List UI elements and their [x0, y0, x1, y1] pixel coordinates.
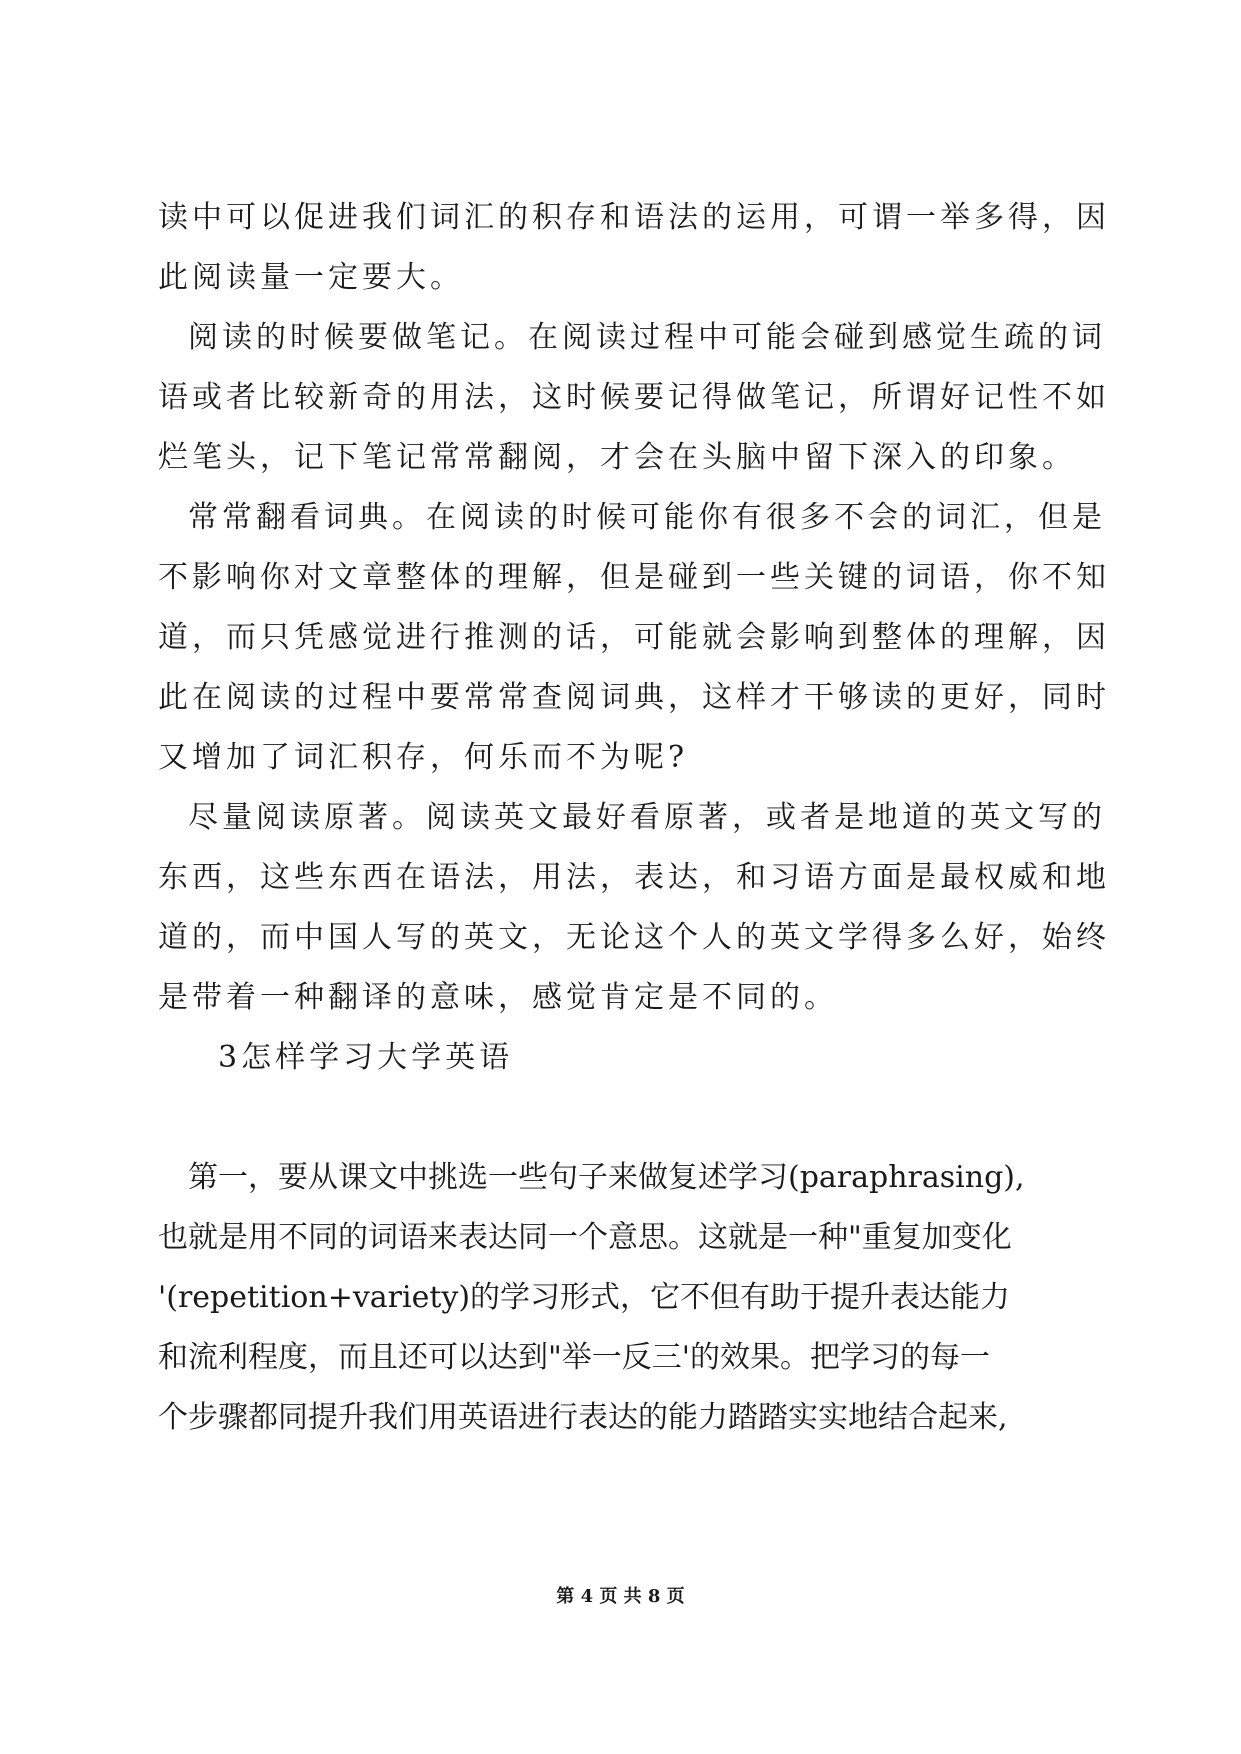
text-line: '(repetition+variety)的学习形式，它不但有助于提升表达能力	[158, 1280, 1011, 1315]
paragraph-dictionary	[158, 488, 1110, 788]
text-line: 道，而只凭感觉进行推测的话，可能就会影响到整体的理解，因	[158, 620, 1110, 655]
text-line: 不影响你对文章整体的理解，但是碰到一些关键的词语，你不知	[158, 560, 1110, 595]
section-heading: 3怎样学习大学英语	[218, 1040, 514, 1075]
paragraph-continuation	[158, 188, 1110, 308]
text-line: 东西，这些东西在语法，用法，表达，和习语方面是最权威和地	[158, 860, 1110, 895]
text-line: 个步骤都同提升我们用英语进行表达的能力踏踏实实地结合起来,	[158, 1400, 1008, 1435]
text-line: 此在阅读的过程中要常常查阅词典，这样才干够读的更好，同时	[158, 680, 1110, 715]
text-line: 阅读的时候要做笔记。在阅读过程中可能会碰到感觉生疏的词	[188, 320, 1106, 355]
text-line: 语或者比较新奇的用法，这时候要记得做笔记，所谓好记性不如	[158, 380, 1110, 415]
text-line: 是带着一种翻译的意味，感觉肯定是不同的。	[158, 980, 838, 1015]
paragraph-paraphrasing	[158, 1148, 1088, 1448]
text-line: 读中可以促进我们词汇的积存和语法的运用，可谓一举多得，因	[158, 200, 1110, 235]
text-line: 此阅读量一定要大。	[158, 260, 464, 295]
text-line: 和流利程度，而且还可以达到"举一反三'的效果。把学习的每一	[158, 1340, 991, 1375]
text-line: 也就是用不同的词语来表达同一个意思。这就是一种"重复加变化	[158, 1220, 1012, 1255]
text-line: 第一，要从课文中挑选一些句子来做复述学习(paraphrasing),	[188, 1160, 1025, 1195]
document-body	[158, 188, 1110, 1448]
blank-line	[158, 1088, 1088, 1148]
text-line: 常常翻看词典。在阅读的时候可能你有很多不会的词汇，但是	[188, 500, 1106, 535]
page-number-footer: 第 4 页 共 8 页	[556, 1586, 685, 1607]
text-line: 又增加了词汇积存，何乐而不为呢?	[158, 740, 689, 775]
text-line: 尽量阅读原著。阅读英文最好看原著，或者是地道的英文写的	[188, 800, 1106, 835]
paragraph-original-works	[158, 788, 1110, 1028]
paragraph-take-notes	[158, 308, 1110, 488]
text-line: 烂笔头，记下笔记常常翻阅，才会在头脑中留下深入的印象。	[158, 440, 1076, 475]
text-line: 道的，而中国人写的英文，无论这个人的英文学得多么好，始终	[158, 920, 1110, 955]
